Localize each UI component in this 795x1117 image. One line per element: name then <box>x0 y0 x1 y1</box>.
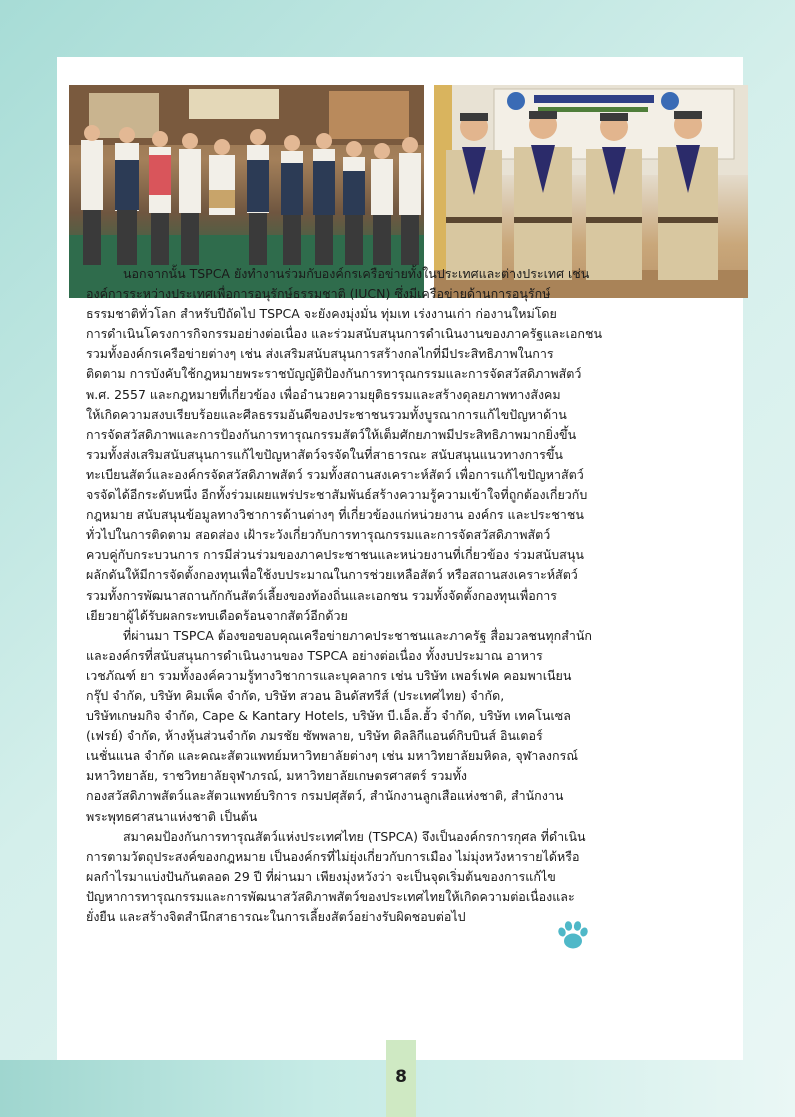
paragraph-line: พระพุทธศาสนาแห่งชาติ เป็นต้น <box>86 808 258 824</box>
paw-print-icon <box>555 917 591 953</box>
paragraph-line: ให้เกิดความสงบเรียบร้อยและศีลธรรมอันดีของประชาชนรวมทั้งบูรณาการแก้ไขปัญหาด้าน <box>86 406 567 422</box>
paragraph-line: ทั่วไปในการติดตาม สอดส่อง เฝ้าระวังเกี่ยวกับการทารุณกรรมและการจัดสวัสดิภาพสัตว์ <box>86 527 551 543</box>
paragraph-line: จรจัดได้อีกระดับหนึ่ง อีกทั้งร่วมเผยแพร่ประชาสัมพันธ์สร้างความรู้ความเข้าใจที่ถูกต้องเกี่ยวกับ <box>86 487 588 503</box>
paragraph-line: (เฟรย์) จำกัด, ห้างหุ้นส่วนจำกัด ภมรชัย ซัพพลาย, บริษัท ดิลลิกีแอนด์กิบบินส์ อินเตอร์ <box>86 728 543 744</box>
paragraph-line: และองค์กรที่สนับสนุนการดำเนินงานของ TSPCA อย่างต่อเนื่อง ทั้งงบประมาณ อาหาร <box>86 647 543 663</box>
paragraph-line: ปัญหาการทารุณกรรมและการพัฒนาสวัสดิภาพสัตว์ของประเทศไทยให้เกิดความต่อเนื่องและ <box>86 888 575 904</box>
paragraph-line: กรุ๊ป จำกัด, บริษัท คิมเพ็ค จำกัด, บริษัท สวอน อินดัสทรีส์ (ประเทศไทย) จำกัด, <box>86 687 505 703</box>
paragraph-line: ติดตาม การบังคับใช้กฎหมายพระราชบัญญัติป้องกันการทารุณกรรมและการจัดสวัสดิภาพสัตว์ <box>86 366 582 382</box>
paragraph <box>86 626 678 827</box>
paragraph-line: กฎหมาย สนับสนุนข้อมูลทางวิชาการด้านต่างๆ ที่เกี่ยวข้องแก่หน่วยงาน องค์กร และประชาชน <box>86 507 584 523</box>
paragraph-line: รวมทั้งการพัฒนาสถานกักกันสัตว์เลี้ยงของท้องถิ่นและเอกชน รวมทั้งจัดตั้งกองทุนเพื่อการ <box>86 587 558 603</box>
paragraph-line: รวมทั้งส่งเสริมสนับสนุนการแก้ไขปัญหาสัตว์จรจัดในที่สาธารณะ สนับสนุนแนวทางการขึ้น <box>86 446 563 462</box>
paragraph-line: เนชั่นแนล จำกัด และคณะสัตวแพทย์มหาวิทยาลัยต่างๆ เช่น มหาวิทยาลัยมหิดล, จุฬาลงกรณ์ <box>86 748 578 764</box>
paragraph-line: ผลกำไรมาแบ่งปันกันตลอด 29 ปี ที่ผ่านมา เพียงมุ่งหวังว่า จะเป็นจุดเริ่มต้นของการแก้ไข <box>86 868 556 884</box>
paragraph-line: พ.ศ. 2557 และกฎหมายที่เกี่ยวข้อง เพื่ออำนวยความยุติธรรมและสร้างดุลยภาพทางสังคม <box>86 386 561 402</box>
page-number: 8 <box>395 1067 407 1087</box>
paragraph-line: ที่ผ่านมา TSPCA ต้องขอขอบคุณเครือข่ายภาคประชาชนและภาครัฐ สื่อมวลชนทุกสำนัก <box>123 627 592 643</box>
paragraph-line: ทะเบียนสัตว์และองค์กรจัดสวัสดิภาพสัตว์ รวมทั้งสถานสงเคราะห์สัตว์ เพื่อการแก้ไขปัญหาสัตว์ <box>86 466 584 482</box>
paragraph-line: การตามวัตถุประสงค์ของกฎหมาย เป็นองค์กรที่ไม่ยุ่งเกี่ยวกับการเมือง ไม่มุ่งหวังหารายได้หรือ <box>86 848 580 864</box>
paragraph-line: องค์การระหว่างประเทศเพื่อการอนุรักษ์ธรรมชาติ (IUCN) ซึ่งมีเครือข่ายด้านการอนุรักษ์ <box>86 286 551 302</box>
paragraph-line: เวชภัณฑ์ ยา รวมทั้งองค์ความรู้ทางวิชาการและบุคลากร เช่น บริษัท เพอร์เฟค คอมพาเนียน <box>86 667 572 683</box>
paragraph-line: มหาวิทยาลัย, ราชวิทยาลัยจุฬาภรณ์, มหาวิทยาลัยเกษตรศาสตร์ รวมทั้ง <box>86 768 467 784</box>
paragraph-line: เยียวยาผู้ได้รับผลกระทบเดือดร้อนจากสัตว์อีกด้วย <box>86 607 348 623</box>
paragraph-line: บริษัทเกษมกิจ จำกัด, Cape & Kantary Hotels, บริษัท บี.เอ็ล.ฮั้ว จำกัด, บริษัท เทคโนเซล <box>86 708 571 724</box>
paragraph-line: การจัดสวัสดิภาพและการป้องกันการทารุณกรรมสัตว์ให้เต็มศักยภาพมีประสิทธิภาพมากยิ่งขึ้น <box>86 426 577 442</box>
paragraph-line: ควบคู่กับกระบวนการ การมีส่วนร่วมของภาคประชาชนและหน่วยงานที่เกี่ยวข้อง ร่วมสนับสนุน <box>86 547 584 563</box>
paragraph-line: รวมทั้งองค์กรเครือข่ายต่างๆ เช่น ส่งเสริมสนับสนุนการสร้างกลไกที่มีประสิทธิภาพในการ <box>86 346 554 362</box>
paragraph-line: กองสวัสดิภาพสัตว์และสัตวแพทย์บริการ กรมปศุสัตว์, สำนักงานลูกเสือแห่งชาติ, สำนักงาน <box>86 788 564 804</box>
paragraph-line: ยั่งยืน และสร้างจิตสำนึกสาธารณะในการเลี้ยงสัตว์อย่างรับผิดชอบต่อไป <box>86 909 466 924</box>
paragraph-line: สมาคมป้องกันการทารุณสัตว์แห่งประเทศไทย (TSPCA) จึงเป็นองค์กรการกุศล ที่ดำเนิน <box>123 828 586 844</box>
paragraph-line: ผลักดันให้มีการจัดตั้งกองทุนเพื่อใช้งบประมาณในการช่วยเหลือสัตว์ หรือสถานสงเคราะห์สัตว์ <box>86 567 578 583</box>
paragraph-line: นอกจากนั้น TSPCA ยังทำงานร่วมกับองค์กรเครือข่ายทั้งในประเทศและต่างประเทศ เช่น <box>123 266 590 281</box>
paragraph <box>86 827 678 927</box>
paragraph-line: ธรรมชาติทั่วโลก สำหรับปีถัดไป TSPCA จะยังคงมุ่งมั่น ทุ่มเท เร่งงานเก่า ก่องานใหม่โดย <box>86 306 557 322</box>
paragraph <box>86 264 678 626</box>
paragraph-line: การดำเนินโครงการกิจกรรมอย่างต่อเนื่อง และร่วมสนับสนุนการดำเนินงานของภาครัฐและเอกชน <box>86 326 602 342</box>
article-body <box>86 264 678 927</box>
